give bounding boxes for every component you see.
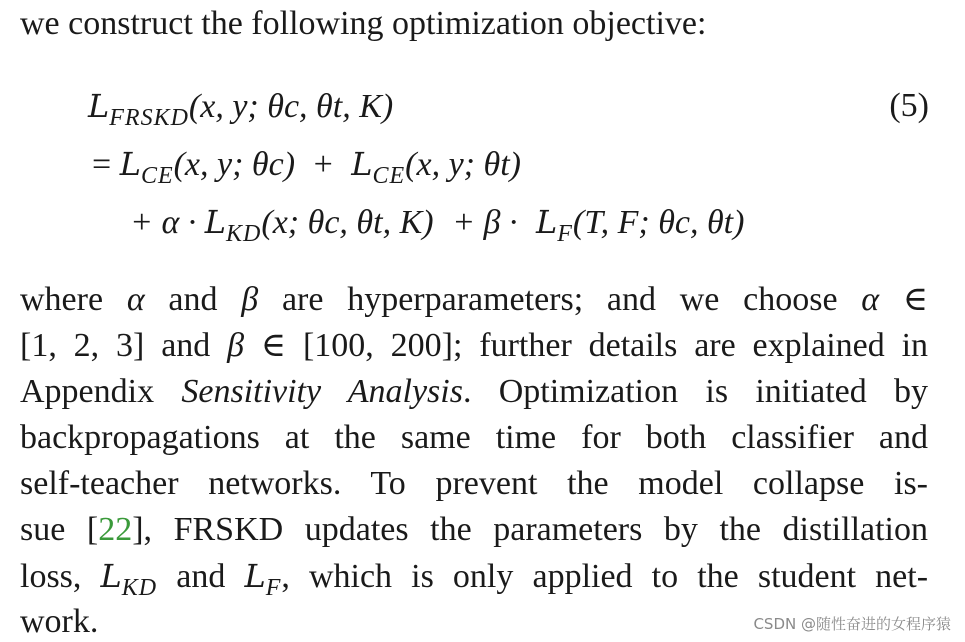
paragraph-line-5: self-teacher networks. To prevent the model collapse is- bbox=[20, 465, 928, 502]
beta-symbol: β bbox=[241, 281, 259, 318]
beta-range: [100, 200] bbox=[302, 327, 453, 364]
text: sue [ bbox=[20, 511, 99, 548]
f-subscript: F bbox=[557, 221, 573, 247]
kd-subscript-inline: KD bbox=[121, 575, 158, 601]
paragraph-line-4: backpropagations at the same time for both classifier and bbox=[20, 419, 928, 456]
equation-number: (5) bbox=[889, 87, 929, 124]
paragraph-line-1 bbox=[20, 280, 928, 320]
text: are hyperparameters; and we choose bbox=[281, 281, 838, 318]
paragraph-line-3 bbox=[20, 372, 928, 412]
plus-sign: + bbox=[313, 146, 333, 183]
kd-args: (x; θc, θt, K) bbox=[261, 204, 434, 241]
paragraph-line-2 bbox=[20, 326, 928, 366]
ce-subscript-2: CE bbox=[372, 163, 406, 189]
beta-in-symbol: β ∈ bbox=[227, 327, 287, 364]
alpha-range: [1, 2, 3] bbox=[20, 327, 145, 364]
paragraph-line-6 bbox=[20, 510, 928, 550]
paragraph-line-7 bbox=[20, 556, 928, 600]
text: . Optimization is initiated by bbox=[462, 373, 928, 410]
equals-sign: = bbox=[92, 146, 112, 183]
ce-loss-symbol-2: L bbox=[351, 145, 373, 183]
appendix-title: Sensitivity Analysis bbox=[181, 373, 463, 410]
equation-line-2 bbox=[92, 144, 521, 188]
alpha-symbol: α bbox=[126, 281, 145, 318]
f-args: (T, F; θc, θt) bbox=[572, 204, 745, 241]
ce-subscript: CE bbox=[140, 163, 174, 189]
f-loss-symbol: L bbox=[535, 203, 558, 241]
loss-subscript: FRSKD bbox=[109, 105, 189, 131]
ce-loss-symbol: L bbox=[119, 145, 141, 183]
ce-args-classifier: (x, y; θc) bbox=[173, 146, 296, 183]
alpha-prefix: + α · bbox=[130, 204, 197, 241]
f-loss-inline: L bbox=[244, 557, 266, 595]
alpha-in-symbol: α ∈ bbox=[861, 281, 929, 318]
csdn-watermark: CSDN @随性奋进的女程序猿 bbox=[753, 615, 951, 633]
ce-args-teacher: (x, y; θt) bbox=[405, 146, 521, 183]
beta-mid: + β · bbox=[452, 204, 518, 241]
equation-line-1 bbox=[88, 86, 393, 130]
f-subscript-inline: F bbox=[265, 575, 282, 601]
loss-symbol: L bbox=[88, 87, 110, 125]
intro-text: we construct the following optimization objective: bbox=[20, 5, 707, 42]
text: , which is only applied to the student net- bbox=[281, 558, 929, 595]
text: and bbox=[176, 558, 226, 595]
kd-loss-symbol: L bbox=[204, 203, 227, 241]
text: loss, bbox=[20, 558, 82, 595]
kd-loss-inline: L bbox=[100, 557, 122, 595]
citation-link[interactable]: 22 bbox=[98, 511, 133, 548]
kd-subscript: KD bbox=[226, 221, 262, 247]
text: and bbox=[161, 327, 211, 364]
text: ; further details are explained in bbox=[452, 327, 929, 364]
equation-line-3 bbox=[130, 202, 744, 246]
text: where bbox=[20, 281, 104, 318]
text: Appendix bbox=[20, 373, 155, 410]
text: and bbox=[168, 281, 218, 318]
loss-args: (x, y; θc, θt, K) bbox=[188, 88, 394, 125]
paragraph-line-8: work. bbox=[20, 603, 99, 640]
text: ], FRSKD updates the parameters by the distillation bbox=[132, 511, 928, 548]
